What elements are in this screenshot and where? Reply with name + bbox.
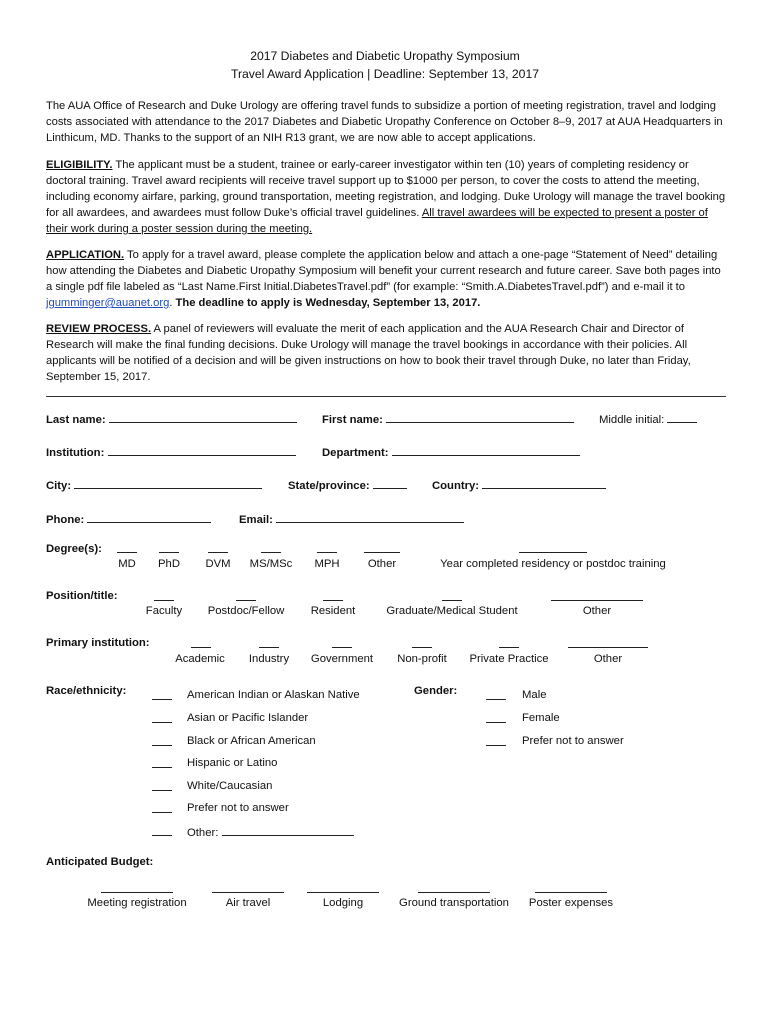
state-blank[interactable] [373, 477, 407, 489]
degree-other-option: Other [367, 558, 397, 570]
degree-md-blank[interactable] [117, 552, 137, 553]
position-other-blank[interactable] [551, 600, 643, 601]
city-field[interactable] [46, 477, 262, 493]
institution-label: Institution: [46, 447, 105, 459]
gender-option-3: Prefer not to answer [522, 735, 624, 747]
eligibility-paragraph [46, 157, 726, 237]
primary-government-blank[interactable] [332, 647, 352, 648]
institution-field[interactable] [46, 444, 296, 460]
primary-other-option: Other [593, 653, 623, 665]
budget-ground-option: Ground transportation [399, 897, 509, 909]
gender-option-1: Male [522, 689, 547, 701]
degree-md-option: MD [118, 558, 136, 570]
first-name-blank[interactable] [386, 411, 574, 423]
degree-ms-blank[interactable] [261, 552, 281, 553]
gender-blank-2[interactable] [486, 722, 506, 723]
primary-academic-option: Academic [175, 653, 225, 665]
budget-ground-blank[interactable] [418, 892, 490, 893]
position-label: Position/title: [46, 590, 118, 602]
race-label: Race/ethnicity: [46, 685, 127, 697]
position-resident-blank[interactable] [323, 600, 343, 601]
degree-mph-blank[interactable] [317, 552, 337, 553]
phone-field[interactable] [46, 511, 211, 527]
middle-initial-label: Middle initial: [599, 414, 665, 426]
degrees-label: Degree(s): [46, 543, 102, 555]
primary-academic-blank[interactable] [191, 647, 211, 648]
gender-option-2: Female [522, 712, 560, 724]
primary-institution-label: Primary institution: [46, 637, 150, 649]
race-option-4: Hispanic or Latino [187, 757, 278, 769]
budget-air-option: Air travel [225, 897, 271, 909]
race-option-6: Prefer not to answer [187, 802, 289, 814]
primary-industry-blank[interactable] [259, 647, 279, 648]
budget-lodging-blank[interactable] [307, 892, 379, 893]
race-other-label: Other: [187, 827, 219, 839]
last-name-blank[interactable] [109, 411, 297, 423]
gender-label: Gender: [414, 685, 458, 697]
primary-industry-option: Industry [248, 653, 290, 665]
document-subtitle: Travel Award Application | Deadline: September 13, 2017 [230, 67, 540, 81]
section-divider [46, 396, 726, 397]
budget-air-blank[interactable] [212, 892, 284, 893]
primary-government-option: Government [310, 653, 374, 665]
gender-blank-1[interactable] [486, 699, 506, 700]
position-student-option: Graduate/Medical Student [386, 605, 518, 617]
race-blank-5[interactable] [152, 790, 172, 791]
country-blank[interactable] [482, 477, 606, 489]
last-name-field[interactable] [46, 411, 297, 427]
application-paragraph [46, 247, 726, 311]
city-blank[interactable] [74, 477, 262, 489]
email-field[interactable] [239, 511, 464, 527]
first-name-field[interactable] [322, 411, 574, 427]
position-other-option: Other [582, 605, 612, 617]
review-heading: REVIEW PROCESS. [46, 323, 152, 335]
position-postdoc-blank[interactable] [236, 600, 256, 601]
first-name-label: First name: [322, 414, 383, 426]
last-name-label: Last name: [46, 414, 106, 426]
department-label: Department: [322, 447, 389, 459]
race-blank-2[interactable] [152, 722, 172, 723]
race-option-3: Black or African American [187, 735, 316, 747]
document-title: 2017 Diabetes and Diabetic Uropathy Symposium [250, 49, 520, 63]
position-postdoc-option: Postdoc/Fellow [207, 605, 285, 617]
position-student-blank[interactable] [442, 600, 462, 601]
application-punct: . [169, 297, 176, 309]
primary-private-option: Private Practice [469, 653, 549, 665]
race-option-1: American Indian or Alaskan Native [187, 689, 360, 701]
race-blank-7[interactable] [152, 835, 172, 836]
middle-initial-blank[interactable] [667, 411, 697, 423]
primary-nonprofit-option: Non-profit [397, 653, 447, 665]
eligibility-body: The applicant must be a student, trainee or early-career investigator within ten (10) years of completing residency or doctoral training. Travel award recipients will receive travel support up to $1000 per person, to cover the costs to attend the meeting, including economy airfare, parking, ground transportation, meeting registration, and lodging. Duke Urology will manage the travel booking for all awardees, and awardees must follow Duke’s official travel guidelines. [46, 159, 726, 219]
gender-blank-3[interactable] [486, 745, 506, 746]
race-blank-6[interactable] [152, 812, 172, 813]
year-completed-label: Year completed residency or postdoc training [440, 558, 666, 570]
budget-registration-option: Meeting registration [87, 897, 187, 909]
budget-label: Anticipated Budget: [46, 856, 154, 868]
phone-label: Phone: [46, 514, 85, 526]
contact-email-link[interactable]: jgumminger@auanet.org [46, 297, 170, 309]
review-paragraph [46, 321, 726, 385]
degree-ms-option: MS/MSc [249, 558, 293, 570]
degree-dvm-blank[interactable] [208, 552, 228, 553]
race-other-blank[interactable] [222, 824, 354, 836]
city-label: City: [46, 480, 72, 492]
application-body: To apply for a travel award, please complete the application below and attach a one-page “Statement of Need” detailing how attending the Diabetes and Diabetic Uropathy Symposium will benefit your current research and future career. Save both pages into a single pdf file labeled as “Last Name.First Initial.DiabetesTravel.pdf” (for example: “Smith.A.DiabetesTravel.pdf”) and e-mail it to [46, 249, 721, 293]
budget-poster-blank[interactable] [535, 892, 607, 893]
middle-initial-field[interactable] [599, 411, 697, 427]
primary-other-blank[interactable] [568, 647, 648, 648]
primary-nonprofit-blank[interactable] [412, 647, 432, 648]
race-blank-4[interactable] [152, 767, 172, 768]
race-option-5: White/Caucasian [187, 780, 273, 792]
country-field[interactable] [432, 477, 606, 493]
intro-paragraph: The AUA Office of Research and Duke Urology are offering travel funds to subsidize a portion of meeting registration, travel and lodging costs associated with attendance to the 2017 Diabetes and Diabetic Uropathy Conference on October 8–9, 2017 at AUA Headquarters in Linthicum, MD. Thanks to the support of an NIH R13 grant, we are now able to accept applications. [46, 100, 723, 144]
degree-phd-option: PhD [158, 558, 180, 570]
race-option-other [187, 824, 354, 840]
department-field[interactable] [322, 444, 580, 460]
application-heading: APPLICATION. [46, 249, 125, 261]
degree-phd-blank[interactable] [159, 552, 179, 553]
budget-poster-option: Poster expenses [528, 897, 614, 909]
race-blank-1[interactable] [152, 699, 172, 700]
department-blank[interactable] [392, 444, 580, 456]
review-body: A panel of reviewers will evaluate the merit of each application and the AUA Research Chair and Director of Research will make the final funding decisions. Duke Urology will manage the travel bookings in accordance with their policies. All applicants will be notified of a decision and will be given instructions on how to book their travel through Duke, no later than Friday, September 15, 2017. [46, 323, 691, 383]
country-label: Country: [432, 480, 480, 492]
application-deadline: The deadline to apply is Wednesday, September 13, 2017. [175, 297, 481, 309]
state-field[interactable] [288, 477, 407, 493]
race-blank-3[interactable] [152, 745, 172, 746]
race-option-2: Asian or Pacific Islander [187, 712, 309, 724]
position-resident-option: Resident [310, 605, 356, 617]
phone-blank[interactable] [87, 511, 211, 523]
degree-other-blank[interactable] [364, 552, 400, 553]
budget-lodging-option: Lodging [322, 897, 364, 909]
eligibility-poster-requirement: All travel awardees will be expected to present a poster of their work during a poster session during the meeting. [46, 207, 708, 235]
email-blank[interactable] [276, 511, 464, 523]
degree-mph-option: MPH [314, 558, 340, 570]
year-completed-blank[interactable] [519, 552, 587, 553]
position-faculty-blank[interactable] [154, 600, 174, 601]
position-faculty-option: Faculty [145, 605, 183, 617]
state-label: State/province: [288, 480, 370, 492]
email-label: Email: [239, 514, 273, 526]
institution-blank[interactable] [108, 444, 296, 456]
budget-registration-blank[interactable] [101, 892, 173, 893]
eligibility-heading: ELIGIBILITY. [46, 159, 113, 171]
primary-private-blank[interactable] [499, 647, 519, 648]
degree-dvm-option: DVM [205, 558, 231, 570]
